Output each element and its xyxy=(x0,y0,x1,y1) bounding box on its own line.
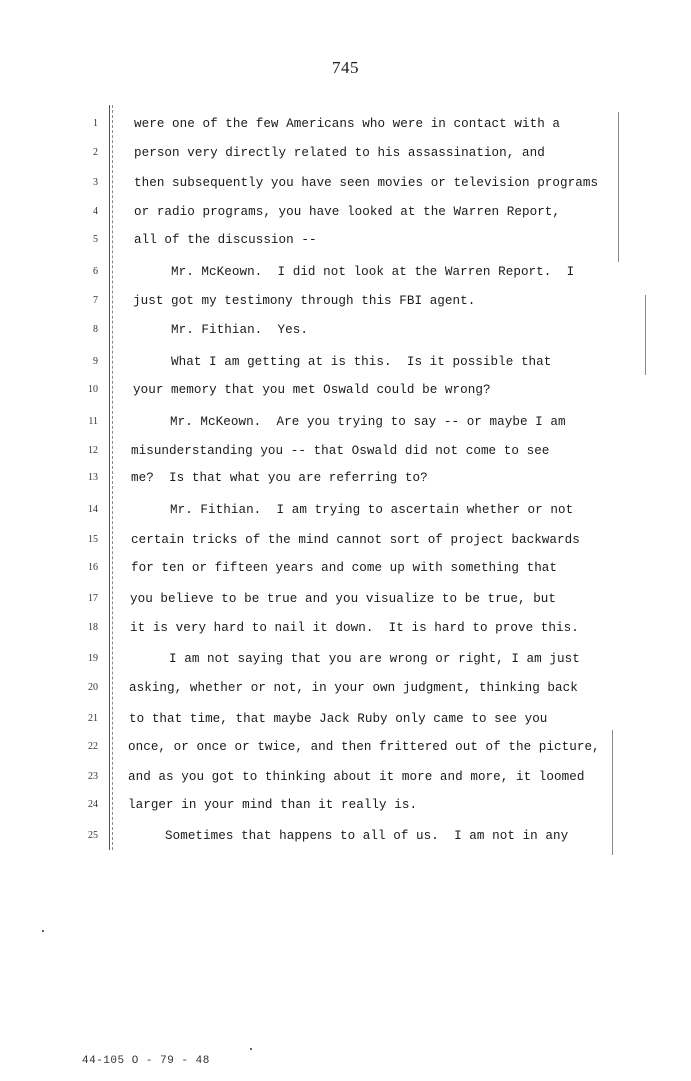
line-text: it is very hard to nail it down. It is hard to prove this. xyxy=(130,621,579,635)
transcript-line xyxy=(0,114,691,136)
line-text: misunderstanding you -- that Oswald did not come to see xyxy=(131,444,550,458)
line-text: or radio programs, you have looked at the Warren Report, xyxy=(134,205,561,219)
line-number: 4 xyxy=(93,206,98,217)
transcript-line xyxy=(0,558,691,580)
transcript-line xyxy=(0,737,691,759)
transcript-line xyxy=(0,202,691,224)
line-number: 20 xyxy=(88,682,98,693)
transcript-line xyxy=(0,589,691,611)
line-number: 14 xyxy=(88,504,98,515)
transcript-line xyxy=(0,468,691,490)
transcript-line xyxy=(0,320,691,342)
line-text: just got my testimony through this FBI agent. xyxy=(133,294,476,308)
line-text: you believe to be true and you visualize to be true, but xyxy=(130,592,557,606)
line-number: 9 xyxy=(93,356,98,367)
line-text: me? Is that what you are referring to? xyxy=(131,471,428,485)
line-text: once, or once or twice, and then frittered out of the picture, xyxy=(128,740,600,754)
line-number: 21 xyxy=(88,713,98,724)
line-text: Mr. Fithian. I am trying to ascertain whether or not xyxy=(170,503,574,517)
line-number: 19 xyxy=(88,653,98,664)
line-number: 10 xyxy=(88,384,98,395)
line-text: What I am getting at is this. Is it possible that xyxy=(171,355,552,369)
line-number: 2 xyxy=(93,147,98,158)
line-text: Mr. McKeown. Are you trying to say -- or maybe I am xyxy=(170,415,566,429)
transcript-line xyxy=(0,530,691,552)
transcript-line xyxy=(0,500,691,522)
line-text: then subsequently you have seen movies or television programs xyxy=(134,176,599,190)
line-text: for ten or fifteen years and come up with something that xyxy=(131,561,558,575)
line-text: I am not saying that you are wrong or right, I am just xyxy=(169,652,580,666)
line-number: 5 xyxy=(93,234,98,245)
transcript-line xyxy=(0,709,691,731)
line-number: 15 xyxy=(88,534,98,545)
transcript-line xyxy=(0,143,691,165)
transcript-line xyxy=(0,262,691,284)
line-text: asking, whether or not, in your own judgment, thinking back xyxy=(129,681,578,695)
line-text: to that time, that maybe Jack Ruby only came to see you xyxy=(129,712,548,726)
line-number: 12 xyxy=(88,445,98,456)
line-number: 22 xyxy=(88,741,98,752)
line-number: 11 xyxy=(88,416,98,427)
line-text: and as you got to thinking about it more and more, it loomed xyxy=(128,770,585,784)
transcript-line xyxy=(0,826,691,848)
line-text: your memory that you met Oswald could be wrong? xyxy=(133,383,491,397)
transcript-line xyxy=(0,173,691,195)
line-number: 13 xyxy=(88,472,98,483)
line-text: larger in your mind than it really is. xyxy=(128,798,418,812)
transcript-line xyxy=(0,795,691,817)
transcript-line xyxy=(0,649,691,671)
transcript-line xyxy=(0,230,691,252)
line-text: certain tricks of the mind cannot sort of project backwards xyxy=(131,533,580,547)
line-text: all of the discussion -- xyxy=(134,233,317,247)
line-number: 1 xyxy=(93,118,98,129)
transcript-line xyxy=(0,618,691,640)
line-number: 3 xyxy=(93,177,98,188)
line-number: 16 xyxy=(88,562,98,573)
transcript-line xyxy=(0,291,691,313)
line-text: person very directly related to his assassination, and xyxy=(134,146,545,160)
transcript-line xyxy=(0,441,691,463)
line-number: 18 xyxy=(88,622,98,633)
transcript-line xyxy=(0,412,691,434)
line-number: 24 xyxy=(88,799,98,810)
transcript-line xyxy=(0,678,691,700)
transcript-line xyxy=(0,767,691,789)
line-text: were one of the few Americans who were in contact with a xyxy=(134,117,561,131)
line-number: 6 xyxy=(93,266,98,277)
line-number: 7 xyxy=(93,295,98,306)
transcript-line xyxy=(0,380,691,402)
line-number: 25 xyxy=(88,830,98,841)
line-text: Mr. Fithian. Yes. xyxy=(171,323,308,337)
transcript-line xyxy=(0,352,691,374)
line-number: 8 xyxy=(93,324,98,335)
line-text: Mr. McKeown. I did not look at the Warren Report. I xyxy=(171,265,575,279)
page-number: 745 xyxy=(332,58,359,77)
line-number: 23 xyxy=(88,771,98,782)
line-text: Sometimes that happens to all of us. I am not in any xyxy=(165,829,569,843)
line-number: 17 xyxy=(88,593,98,604)
print-code-footer: 44-105 O - 79 - 48 xyxy=(82,1055,210,1067)
